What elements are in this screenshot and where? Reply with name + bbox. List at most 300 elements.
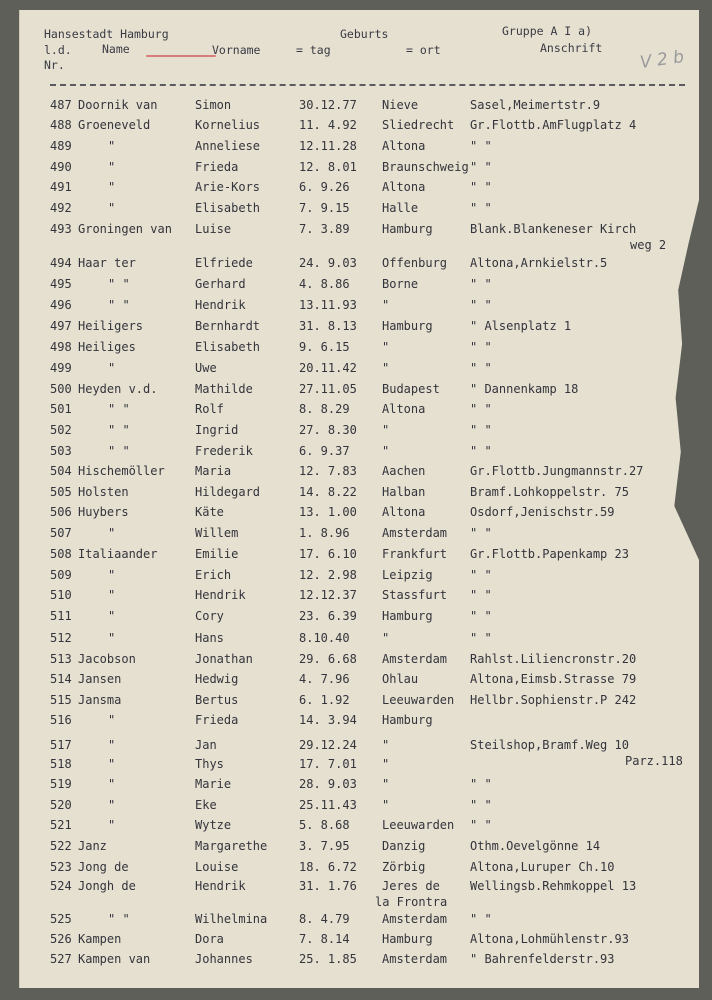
cell-tag: 12.11.28 [299,139,357,153]
table-row [20,256,699,276]
cell-nr: 511 [50,609,72,623]
cell-nr: 516 [50,713,72,727]
cell-name: Jongh de [78,879,136,893]
cell-ans: " " [470,298,492,312]
cell-vorname: Hendrik [195,879,246,893]
cell-name: " " [108,444,130,458]
cell-nr: 492 [50,201,72,215]
table-row [20,672,699,692]
cell-vorname: Thys [195,757,224,771]
cell-tag: 1. 8.96 [299,526,350,540]
cell-tag: 6. 9.26 [299,180,350,194]
cell-vorname: Frieda [195,160,239,174]
cell-ans: " " [470,277,492,291]
cell-ort: Leeuwarden [382,693,455,707]
cell-name: " [108,139,116,153]
cell-vorname: Rolf [195,402,224,416]
cell-ans: " " [470,201,492,215]
pencil-note: V 2 b [638,47,686,73]
red-underline [146,55,216,57]
cell-ort: Altona [382,505,426,519]
table-row [20,160,699,180]
cell-ans: Blank.Blankeneser Kirch [470,222,637,236]
cell-vorname: Willem [195,526,239,540]
header-gruppe: Gruppe A I a) [502,24,593,38]
cell-ans: Rahlst.Liliencronstr.20 [470,652,637,666]
cell-vorname: Kornelius [195,118,261,132]
cell-vorname: Hendrik [195,298,246,312]
cell-ort: " [382,738,390,752]
cell-ort-continued: la Frontra [375,895,448,909]
cell-ans: Gr.Flottb.Jungmannstr.27 [470,464,644,478]
cell-tag: 27. 8.30 [299,423,357,437]
cell-name: Doornik van [78,98,158,112]
cell-tag: 18. 6.72 [299,860,357,874]
cell-ort: " [382,423,390,437]
cell-ort: Jeres de [382,879,440,893]
cell-tag: 4. 7.96 [299,672,350,686]
cell-vorname: Marie [195,777,232,791]
cell-ort: Frankfurt [382,547,448,561]
cell-nr: 495 [50,277,72,291]
cell-tag: 7. 3.89 [299,222,350,236]
cell-ans: " " [470,139,492,153]
table-row [20,777,699,797]
cell-nr: 487 [50,98,72,112]
cell-name: Heyden v.d. [78,382,158,396]
table-row [20,912,699,932]
cell-vorname: Margarethe [195,839,268,853]
cell-ans: Hellbr.Sophienstr.P 242 [470,693,637,707]
cell-tag: 17. 7.01 [299,757,357,771]
cell-vorname: Cory [195,609,224,623]
cell-vorname: Maria [195,464,232,478]
cell-ort: Altona [382,139,426,153]
cell-ans: Altona,Arnkielstr.5 [470,256,608,270]
cell-name: Heiliges [78,340,136,354]
cell-name: Kampen van [78,952,151,966]
cell-name: Groeneveld [78,118,151,132]
cell-tag: 7. 8.14 [299,932,350,946]
cell-tag: 13.11.93 [299,298,357,312]
cell-nr: 524 [50,879,72,893]
cell-nr: 494 [50,256,72,270]
cell-tag: 29.12.24 [299,738,357,752]
cell-nr: 522 [50,839,72,853]
cell-tag: 12. 8.01 [299,160,357,174]
cell-vorname: Mathilde [195,382,253,396]
cell-name: Heiligers [78,319,144,333]
cell-ans: Gr.Flottb.Papenkamp 23 [470,547,629,561]
cell-name: Groningen van [78,222,172,236]
document-sheet [19,10,699,988]
cell-tag: 11. 4.92 [299,118,357,132]
cell-ans: " " [470,340,492,354]
cell-nr: 525 [50,912,72,926]
table-row [20,277,699,297]
cell-vorname: Elfriede [195,256,253,270]
cell-nr: 497 [50,319,72,333]
table-row [20,568,699,588]
header-lfd: l.d. [44,43,72,57]
cell-ort: Stassfurt [382,588,448,602]
table-row [20,839,699,859]
cell-name: " [108,588,116,602]
cell-vorname: Bernhardt [195,319,261,333]
cell-nr: 502 [50,423,72,437]
header-ort: = ort [406,43,441,57]
cell-tag: 29. 6.68 [299,652,357,666]
cell-nr: 510 [50,588,72,602]
cell-vorname: Erich [195,568,232,582]
table-row [20,298,699,318]
cell-tag: 27.11.05 [299,382,357,396]
cell-vorname: Käte [195,505,224,519]
cell-nr: 490 [50,160,72,174]
cell-name: Janz [78,839,107,853]
cell-name: Kampen [78,932,122,946]
cell-tag: 20.11.42 [299,361,357,375]
cell-nr: 491 [50,180,72,194]
cell-ort: Hamburg [382,713,433,727]
cell-vorname: Louise [195,860,239,874]
table-row [20,757,699,777]
cell-ans: " " [470,423,492,437]
cell-tag: 25.11.43 [299,798,357,812]
cell-ans: Altona,Eimsb.Strasse 79 [470,672,637,686]
cell-tag: 30.12.77 [299,98,357,112]
cell-ort: Leeuwarden [382,818,455,832]
cell-nr: 504 [50,464,72,478]
cell-ans: " " [470,588,492,602]
cell-ans: Sasel,Meimertstr.9 [470,98,601,112]
cell-ort: " [382,340,390,354]
cell-name: " [108,361,116,375]
cell-ans: " Bahrenfelderstr.93 [470,952,615,966]
cell-nr: 527 [50,952,72,966]
cell-ort: " [382,757,390,771]
cell-vorname: Gerhard [195,277,246,291]
cell-tag: 25. 1.85 [299,952,357,966]
cell-ans: Steilshop,Bramf.Weg 10 [470,738,629,752]
cell-nr: 507 [50,526,72,540]
cell-name: Haar ter [78,256,136,270]
cell-nr: 500 [50,382,72,396]
cell-name: " " [108,912,130,926]
table-row [20,201,699,221]
table-row [20,485,699,505]
table-row [20,340,699,360]
cell-vorname: Simon [195,98,232,112]
cell-tag: 7. 9.15 [299,201,350,215]
cell-nr: 521 [50,818,72,832]
cell-name: Jong de [78,860,129,874]
cell-vorname: Jonathan [195,652,253,666]
cell-ans: " " [470,180,492,194]
cell-ans: Altona,Lohmühlenstr.93 [470,932,629,946]
table-row [20,444,699,464]
cell-ort: Braunschweig [382,160,469,174]
cell-tag: 12. 2.98 [299,568,357,582]
table-row [20,139,699,159]
cell-vorname: Elisabeth [195,201,261,215]
cell-nr: 526 [50,932,72,946]
cell-vorname: Elisabeth [195,340,261,354]
cell-ort: " [382,777,390,791]
cell-tag: 14. 3.94 [299,713,357,727]
cell-vorname: Uwe [195,361,217,375]
cell-ans: " " [470,160,492,174]
table-row [20,588,699,608]
cell-name: " [108,738,116,752]
table-row [20,798,699,818]
cell-ort: Danzig [382,839,426,853]
cell-vorname: Emilie [195,547,239,561]
cell-vorname: Arie-Kors [195,180,261,194]
table-row [20,464,699,484]
cell-nr: 512 [50,631,72,645]
cell-ort: Altona [382,180,426,194]
cell-name: " " [108,298,130,312]
cell-ort: Aachen [382,464,426,478]
cell-tag: 3. 7.95 [299,839,350,853]
header-geburts: Geburts [340,27,389,41]
cell-name: " [108,180,116,194]
cell-nr: 515 [50,693,72,707]
table-row [20,180,699,200]
cell-tag: 12. 7.83 [299,464,357,478]
cell-nr: 513 [50,652,72,666]
cell-ans: " " [470,444,492,458]
cell-nr: 509 [50,568,72,582]
cell-tag: 5. 8.68 [299,818,350,832]
cell-ort: Amsterdam [382,912,448,926]
cell-tag: 8. 8.29 [299,402,350,416]
org-title: Hansestadt Hamburg [44,27,169,41]
cell-ans: " " [470,798,492,812]
cell-name: " [108,201,116,215]
cell-ort: Amsterdam [382,526,448,540]
cell-name: " [108,631,116,645]
header-nr: Nr. [44,58,65,72]
cell-name: " [108,713,116,727]
cell-vorname: Frieda [195,713,239,727]
cell-ans: " " [470,402,492,416]
cell-ans: Osdorf,Jenischstr.59 [470,505,615,519]
cell-tag: 31. 8.13 [299,319,357,333]
table-row [20,818,699,838]
table-row [20,361,699,381]
cell-vorname: Luise [195,222,232,236]
cell-nr: 505 [50,485,72,499]
cell-ort: Sliedrecht [382,118,455,132]
cell-tag: 8. 4.79 [299,912,350,926]
cell-ort: Leipzig [382,568,433,582]
cell-ort: " [382,361,390,375]
cell-name: Jansma [78,693,122,707]
cell-ort: Halle [382,201,419,215]
cell-nr: 519 [50,777,72,791]
cell-nr: 523 [50,860,72,874]
cell-ans: Gr.Flottb.AmFlugplatz 4 [470,118,637,132]
cell-ans: " " [470,631,492,645]
header-divider [50,84,685,86]
cell-ort: Hamburg [382,222,433,236]
cell-ort: Offenburg [382,256,448,270]
table-row [20,98,699,118]
cell-name: " [108,818,116,832]
table-row [20,222,699,252]
cell-ans: " " [470,568,492,582]
cell-nr: 503 [50,444,72,458]
cell-ort: Altona [382,402,426,416]
cell-tag: 28. 9.03 [299,777,357,791]
header-anschrift: Anschrift [540,41,603,55]
table-row [20,652,699,672]
table-row [20,505,699,525]
cell-ort: Halban [382,485,426,499]
table-row [20,952,699,972]
cell-ort: Amsterdam [382,952,448,966]
cell-name: " [108,568,116,582]
table-row [20,118,699,138]
table-row [20,423,699,443]
cell-vorname: Wytze [195,818,232,832]
cell-ort: " [382,298,390,312]
cell-nr: 493 [50,222,72,236]
cell-ort: Ohlau [382,672,419,686]
table-row [20,932,699,952]
cell-name: Italiaander [78,547,158,561]
cell-tag: 8.10.40 [299,631,350,645]
cell-name: " [108,798,116,812]
cell-name: " [108,526,116,540]
cell-nr: 517 [50,738,72,752]
cell-name: " " [108,423,130,437]
cell-name: " [108,160,116,174]
table-row [20,319,699,339]
cell-vorname: Dora [195,932,224,946]
cell-vorname: Eke [195,798,217,812]
cell-vorname: Frederik [195,444,253,458]
cell-ans: " Alsenplatz 1 [470,319,572,333]
cell-ans: " " [470,526,492,540]
cell-tag: 4. 8.86 [299,277,350,291]
cell-ort: Budapest [382,382,440,396]
cell-ort: " [382,631,390,645]
cell-nr: 520 [50,798,72,812]
cell-vorname: Hildegard [195,485,261,499]
header-name: Name [102,42,130,56]
table-row [20,402,699,422]
cell-ort: " [382,444,390,458]
cell-nr: 501 [50,402,72,416]
cell-name: Jacobson [78,652,136,666]
table-row [20,526,699,546]
cell-vorname: Wilhelmina [195,912,268,926]
cell-ort: Zörbig [382,860,426,874]
table-row [20,713,699,733]
cell-name: " [108,757,116,771]
cell-ans: " " [470,609,492,623]
cell-ans: Altona,Luruper Ch.10 [470,860,615,874]
cell-nr: 488 [50,118,72,132]
cell-nr: 498 [50,340,72,354]
cell-ans: Wellingsb.Rehmkoppel 13 [470,879,637,893]
cell-tag: 12.12.37 [299,588,357,602]
cell-ort: Borne [382,277,419,291]
cell-ort: " [382,798,390,812]
cell-name: " [108,609,116,623]
cell-tag: 6. 1.92 [299,693,350,707]
cell-tag: 13. 1.00 [299,505,357,519]
cell-ans: " " [470,818,492,832]
cell-ans: " " [470,912,492,926]
table-row [20,879,699,909]
cell-name: " " [108,402,130,416]
table-row [20,382,699,402]
cell-name: " " [108,277,130,291]
cell-vorname: Bertus [195,693,239,707]
table-row [20,860,699,880]
cell-tag: 14. 8.22 [299,485,357,499]
table-row [20,631,699,651]
header-tag: = tag [296,43,331,57]
cell-nr: 496 [50,298,72,312]
cell-tag: 31. 1.76 [299,879,357,893]
cell-nr: 518 [50,757,72,771]
cell-name: Huybers [78,505,129,519]
cell-ort: Amsterdam [382,652,448,666]
cell-nr: 489 [50,139,72,153]
table-row [20,609,699,629]
cell-tag: 6. 9.37 [299,444,350,458]
header-vorname: Vorname [212,43,261,57]
cell-name: " [108,777,116,791]
cell-vorname: Hendrik [195,588,246,602]
cell-vorname: Ingrid [195,423,239,437]
cell-tag: 23. 6.39 [299,609,357,623]
cell-name: Holsten [78,485,129,499]
cell-nr: 506 [50,505,72,519]
cell-ans-continued: weg 2 [630,238,667,252]
cell-vorname: Hedwig [195,672,239,686]
cell-vorname: Johannes [195,952,253,966]
cell-vorname: Anneliese [195,139,261,153]
cell-nr: 514 [50,672,72,686]
cell-ans-continued: Parz.118 [625,754,683,768]
cell-tag: 24. 9.03 [299,256,357,270]
cell-tag: 17. 6.10 [299,547,357,561]
cell-ort: Hamburg [382,932,433,946]
cell-nr: 499 [50,361,72,375]
cell-vorname: Hans [195,631,224,645]
cell-ort: Nieve [382,98,419,112]
cell-tag: 9. 6.15 [299,340,350,354]
cell-name: Jansen [78,672,122,686]
cell-nr: 508 [50,547,72,561]
cell-ans: Othm.Oevelgönne 14 [470,839,601,853]
table-row [20,547,699,567]
cell-ans: " Dannenkamp 18 [470,382,579,396]
table-row [20,693,699,713]
cell-vorname: Jan [195,738,217,752]
cell-ans: Bramf.Lohkoppelstr. 75 [470,485,629,499]
cell-ort: Hamburg [382,609,433,623]
cell-ans: " " [470,361,492,375]
cell-name: Hischemöller [78,464,165,478]
cell-ort: Hamburg [382,319,433,333]
